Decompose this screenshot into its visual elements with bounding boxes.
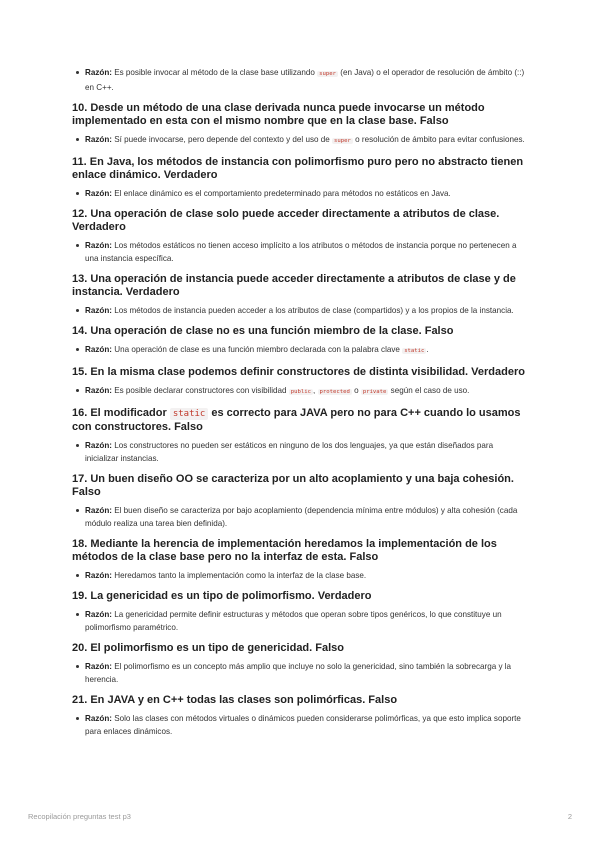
reason-item: Razón: Los constructores no pueden ser estáticos en ninguno de los dos lenguajes, ya que están diseñados para inicializar instancias. bbox=[85, 439, 528, 465]
question-heading: 17. Un buen diseño OO se caracteriza por un alto acoplamiento y una baja cohesión. Falso bbox=[72, 473, 514, 498]
reason-label: Razón: bbox=[85, 506, 115, 515]
bullet-icon bbox=[76, 665, 79, 668]
bullet-icon bbox=[76, 309, 79, 312]
question-heading: 21. En JAVA y en C++ todas las clases son polimórficas. Falso bbox=[72, 694, 398, 706]
document-body bbox=[72, 66, 528, 738]
bullet-icon bbox=[76, 71, 79, 74]
bullet-icon bbox=[76, 574, 79, 577]
inline-code: private bbox=[362, 389, 387, 395]
reason-label: Razón: bbox=[85, 714, 115, 723]
reason-label: Razón: bbox=[85, 306, 115, 315]
reason-item: Razón: Solo las clases con métodos virtuales o dinámicos pueden considerarse polimórficas, ya que esto implica soporte para enlaces dinámicos. bbox=[85, 712, 528, 738]
question-heading: 14. Una operación de clase no es una función miembro de la clase. Falso bbox=[72, 325, 454, 337]
reason-label: Razón: bbox=[85, 662, 115, 671]
reason-label: Razón: bbox=[85, 345, 115, 354]
question-heading: 10. Desde un método de una clase derivada nunca puede invocarse un método implementado en esta con el mismo nombre que en la clase base. Falso bbox=[72, 102, 485, 127]
reason-item: Razón: Es posible declarar constructores con visibilidad public , protected o private según el caso de uso. bbox=[85, 384, 528, 399]
reason-item: Razón: Los métodos estáticos no tienen acceso implícito a los atributos o métodos de instancia porque no pertenecen a una instancia específica. bbox=[85, 239, 528, 265]
inline-code: super bbox=[319, 71, 336, 77]
bullet-icon bbox=[76, 509, 79, 512]
reason-label: Razón: bbox=[85, 189, 115, 198]
inline-code: super bbox=[334, 138, 351, 144]
inline-code: static bbox=[170, 408, 209, 420]
reason-item: Razón: El enlace dinámico es el comportamiento predeterminado para métodos no estáticos en Java. bbox=[85, 187, 528, 200]
reason-item: Razón: Es posible invocar al método de la clase base utilizando super (en Java) o el operador de resolución de ámbito (::) en C++. bbox=[85, 66, 528, 94]
reason-item: Razón: La genericidad permite definir estructuras y métodos que operan sobre tipos genéricos, lo que constituye un polimorfismo paramétrico. bbox=[85, 608, 528, 634]
bullet-icon bbox=[76, 348, 79, 351]
question-heading: 13. Una operación de instancia puede acceder directamente a atributos de clase y de instancia. Verdadero bbox=[72, 273, 516, 298]
footer-title: Recopilación preguntas test p3 bbox=[28, 812, 131, 821]
bullet-icon bbox=[76, 444, 79, 447]
question-heading: 12. Una operación de clase solo puede acceder directamente a atributos de clase. Verdadero bbox=[72, 208, 500, 233]
reason-label: Razón: bbox=[85, 386, 115, 395]
question-heading: 15. En la misma clase podemos definir constructores de distinta visibilidad. Verdadero bbox=[72, 366, 525, 378]
inline-code: protected bbox=[319, 389, 350, 395]
reason-item: Razón: El buen diseño se caracteriza por bajo acoplamiento (dependencia mínima entre módulos) y alta cohesión (cada módulo realiza una tarea bien definida). bbox=[85, 504, 528, 530]
bullet-icon bbox=[76, 192, 79, 195]
reason-label: Razón: bbox=[85, 610, 115, 619]
bullet-icon bbox=[76, 717, 79, 720]
bullet-icon bbox=[76, 613, 79, 616]
question-heading: 20. El polimorfismo es un tipo de genericidad. Falso bbox=[72, 642, 344, 654]
reason-label: Razón: bbox=[85, 241, 115, 250]
reason-item: Razón: Sí puede invocarse, pero depende del contexto y del uso de super o resolución de ámbito para evitar confusiones. bbox=[85, 133, 528, 148]
reason-label: Razón: bbox=[85, 135, 115, 144]
reason-item: Razón: El polimorfismo es un concepto más amplio que incluye no solo la genericidad, sino también la sobrecarga y la herencia. bbox=[85, 660, 528, 686]
question-heading: 11. En Java, los métodos de instancia con polimorfismo puro pero no abstracto tienen enlace dinámico. Verdadero bbox=[72, 156, 524, 181]
reason-item: Razón: Heredamos tanto la implementación como la interfaz de la clase base. bbox=[85, 569, 528, 582]
bullet-icon bbox=[76, 389, 79, 392]
page-number: 2 bbox=[567, 812, 572, 821]
reason-item: Razón: Los métodos de instancia pueden acceder a los atributos de clase (compartidos) y a los propios de la instancia. bbox=[85, 304, 528, 317]
reason-item: Razón: Una operación de clase es una función miembro declarada con la palabra clave static . bbox=[85, 343, 528, 358]
question-heading: 16. El modificador static es correcto para JAVA pero no para C++ cuando lo usamos con constructores. Falso bbox=[72, 407, 521, 433]
inline-code: public bbox=[290, 389, 312, 395]
bullet-icon bbox=[76, 244, 79, 247]
bullet-icon bbox=[76, 138, 79, 141]
reason-label: Razón: bbox=[85, 441, 115, 450]
reason-label: Razón: bbox=[85, 68, 115, 77]
inline-code: static bbox=[404, 348, 425, 354]
reason-label: Razón: bbox=[85, 571, 115, 580]
question-heading: 18. Mediante la herencia de implementación heredamos la implementación de los métodos de la clase base pero no la interfaz de esta. Falso bbox=[72, 538, 497, 563]
question-heading: 19. La genericidad es un tipo de polimorfismo. Verdadero bbox=[72, 590, 372, 602]
